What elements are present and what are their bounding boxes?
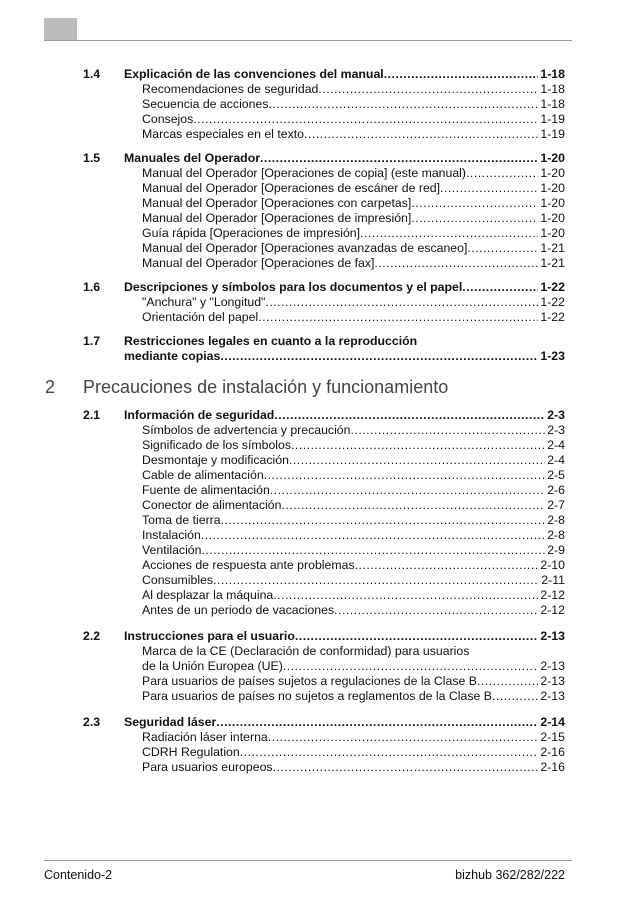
- toc-entry[interactable]: [0, 423, 638, 438]
- footer-rule: [44, 860, 572, 861]
- toc-section-1-7-cont[interactable]: [0, 349, 638, 364]
- page-number: 1-20: [540, 196, 565, 210]
- page-number: 2-3: [547, 408, 565, 422]
- page-number: 2-9: [547, 543, 565, 557]
- entry-title: Secuencia de acciones: [142, 97, 269, 111]
- chapter-number: 2: [45, 377, 56, 397]
- page-number: 2-15: [540, 730, 565, 744]
- section-number: 1.6: [83, 280, 101, 294]
- section-title: Información de seguridad: [124, 408, 275, 422]
- page-number: 1-21: [540, 241, 565, 255]
- chapter-heading[interactable]: [0, 374, 638, 400]
- toc-section-1-4[interactable]: [0, 67, 638, 82]
- entry-title: CDRH Regulation: [142, 745, 240, 759]
- page-number: 2-13: [540, 689, 565, 703]
- toc-entry[interactable]: [0, 558, 638, 573]
- toc-entry[interactable]: [0, 674, 638, 689]
- toc-entry[interactable]: [0, 543, 638, 558]
- table-of-contents: [0, 67, 638, 775]
- toc-entry[interactable]: [0, 528, 638, 543]
- page-number: 2-11: [541, 573, 565, 587]
- toc-entry[interactable]: [0, 226, 638, 241]
- toc-section-2-2[interactable]: [0, 629, 638, 644]
- section-number: 1.7: [83, 334, 101, 348]
- entry-title: Manual del Operador [Operaciones de copia] (este manual): [142, 166, 467, 180]
- page-number: 1-20: [540, 181, 565, 195]
- footer-product-name: bizhub 362/282/222: [455, 868, 565, 882]
- entry-title: Para usuarios europeos: [142, 760, 273, 774]
- page-number: 1-21: [540, 256, 565, 270]
- page-number: 2-8: [547, 513, 565, 527]
- page-number: 1-18: [540, 67, 565, 81]
- page-number: 2-13: [540, 674, 565, 688]
- entry-title: Toma de tierra: [142, 513, 221, 527]
- entry-title: Para usuarios de países no sujetos a reglamentos de la Clase B: [142, 689, 492, 703]
- toc-section-1-6[interactable]: [0, 280, 638, 295]
- section-title: Manuales del Operador: [124, 151, 260, 165]
- toc-entry[interactable]: [0, 745, 638, 760]
- section-number: 2.3: [83, 715, 101, 729]
- entry-title: Acciones de respuesta ante problemas: [142, 558, 355, 572]
- section-title: Explicación de las convenciones del manual: [124, 67, 384, 81]
- header-tab-marker: [44, 18, 77, 40]
- toc-entry[interactable]: [0, 468, 638, 483]
- page-number: 2-16: [540, 760, 565, 774]
- page-number: 2-4: [547, 453, 565, 467]
- toc-entry[interactable]: [0, 241, 638, 256]
- entry-title: Ventilación: [142, 543, 202, 557]
- entry-title: Fuente de alimentación: [142, 483, 270, 497]
- entry-title: Cable de alimentación: [142, 468, 264, 482]
- toc-section-1-7[interactable]: [0, 334, 638, 349]
- entry-title: Consumibles: [142, 573, 214, 587]
- page-number: 2-12: [540, 588, 565, 602]
- toc-entry[interactable]: [0, 181, 638, 196]
- page-number: 2-7: [547, 498, 565, 512]
- toc-entry[interactable]: [0, 97, 638, 112]
- toc-entry[interactable]: [0, 588, 638, 603]
- toc-entry[interactable]: [0, 112, 638, 127]
- page-number: 1-23: [540, 349, 565, 363]
- toc-entry[interactable]: [0, 644, 638, 659]
- section-title: Instrucciones para el usuario: [124, 629, 295, 643]
- entry-title: de la Unión Europea (UE): [142, 659, 283, 673]
- entry-title: Consejos: [142, 112, 194, 126]
- toc-entry[interactable]: [0, 310, 638, 325]
- page-number: 1-22: [540, 280, 565, 294]
- entry-title: Manual del Operador [Operaciones de escáner de red]: [142, 181, 441, 195]
- toc-entry[interactable]: [0, 453, 638, 468]
- toc-entry[interactable]: [0, 603, 638, 618]
- page-number: 1-19: [540, 112, 565, 126]
- page-number: 1-20: [540, 151, 565, 165]
- section-number: 2.2: [83, 629, 101, 643]
- toc-entry[interactable]: [0, 760, 638, 775]
- entry-title: Manual del Operador [Operaciones avanzadas de escaneo]: [142, 241, 468, 255]
- toc-entry[interactable]: [0, 82, 638, 97]
- page-number: 1-20: [540, 166, 565, 180]
- entry-title: Orientación del papel: [142, 310, 259, 324]
- entry-title: Manual del Operador [Operaciones con carpetas]: [142, 196, 412, 210]
- page-number: 1-18: [540, 82, 565, 96]
- entry-title: Radiación láser interna: [142, 730, 268, 744]
- toc-entry[interactable]: [0, 498, 638, 513]
- toc-entry[interactable]: [0, 196, 638, 211]
- page-number: 2-8: [547, 528, 565, 542]
- toc-entry[interactable]: [0, 573, 638, 588]
- entry-title: Al desplazar la máquina: [142, 588, 274, 602]
- toc-entry[interactable]: [0, 730, 638, 745]
- toc-entry[interactable]: [0, 659, 638, 674]
- page-number: 2-14: [540, 715, 565, 729]
- page-number: 2-6: [547, 483, 565, 497]
- entry-title: Guía rápida [Operaciones de impresión]: [142, 226, 361, 240]
- toc-entry[interactable]: [0, 689, 638, 704]
- toc-section-2-1[interactable]: [0, 408, 638, 423]
- entry-title: Para usuarios de países sujetos a regulaciones de la Clase B: [142, 674, 477, 688]
- toc-entry[interactable]: [0, 295, 638, 310]
- section-title: Descripciones y símbolos para los documentos y el papel: [124, 280, 463, 294]
- page-number: 2-16: [540, 745, 565, 759]
- toc-section-1-5[interactable]: [0, 151, 638, 166]
- section-title-cont: mediante copias: [124, 349, 221, 363]
- entry-title: Marca de la CE (Declaración de conformidad) para usuarios: [142, 644, 470, 658]
- entry-title: Manual del Operador [Operaciones de fax]: [142, 256, 375, 270]
- page-number: 2-3: [547, 423, 565, 437]
- entry-title: Marcas especiales en el texto: [142, 127, 304, 141]
- entry-title: Símbolos de advertencia y precaución: [142, 423, 351, 437]
- page-number: 2-12: [540, 603, 565, 617]
- toc-entry[interactable]: [0, 513, 638, 528]
- page-number: 1-20: [540, 211, 565, 225]
- entry-title: Conector de alimentación: [142, 498, 282, 512]
- toc-entry[interactable]: [0, 256, 638, 271]
- entry-title: Recomendaciones de seguridad: [142, 82, 319, 96]
- entry-title: Instalación: [142, 528, 201, 542]
- toc-entry[interactable]: [0, 483, 638, 498]
- page-number: 2-5: [547, 468, 565, 482]
- entry-title: Manual del Operador [Operaciones de impresión]: [142, 211, 412, 225]
- chapter-title: Precauciones de instalación y funcionamiento: [83, 377, 449, 397]
- page-number: 2-10: [540, 558, 565, 572]
- page-number: 2-13: [540, 629, 565, 643]
- page-number: 1-18: [540, 97, 565, 111]
- toc-section-2-3[interactable]: [0, 715, 638, 730]
- entry-title: Significado de los símbolos: [142, 438, 292, 452]
- entry-title: "Anchura" y "Longitud": [142, 295, 266, 309]
- page-number: 2-13: [540, 659, 565, 673]
- header-rule: [44, 40, 572, 41]
- toc-entry[interactable]: [0, 127, 638, 142]
- page-number: 1-22: [540, 295, 565, 309]
- page-number: 1-22: [540, 310, 565, 324]
- section-title: Seguridad láser: [124, 715, 217, 729]
- toc-entry[interactable]: [0, 211, 638, 226]
- section-number: 1.5: [83, 151, 101, 165]
- entry-title: Antes de un periodo de vacaciones: [142, 603, 335, 617]
- page-number: 1-19: [540, 127, 565, 141]
- section-number: 1.4: [83, 67, 101, 81]
- page-number: 1-20: [540, 226, 565, 240]
- toc-entry[interactable]: [0, 438, 638, 453]
- entry-title: Desmontaje y modificación: [142, 453, 289, 467]
- section-number: 2.1: [83, 408, 101, 422]
- page-number: 2-4: [547, 438, 565, 452]
- section-title: Restricciones legales en cuanto a la reproducción: [124, 334, 418, 348]
- footer-page-label: Contenido-2: [44, 868, 113, 882]
- toc-entry[interactable]: [0, 166, 638, 181]
